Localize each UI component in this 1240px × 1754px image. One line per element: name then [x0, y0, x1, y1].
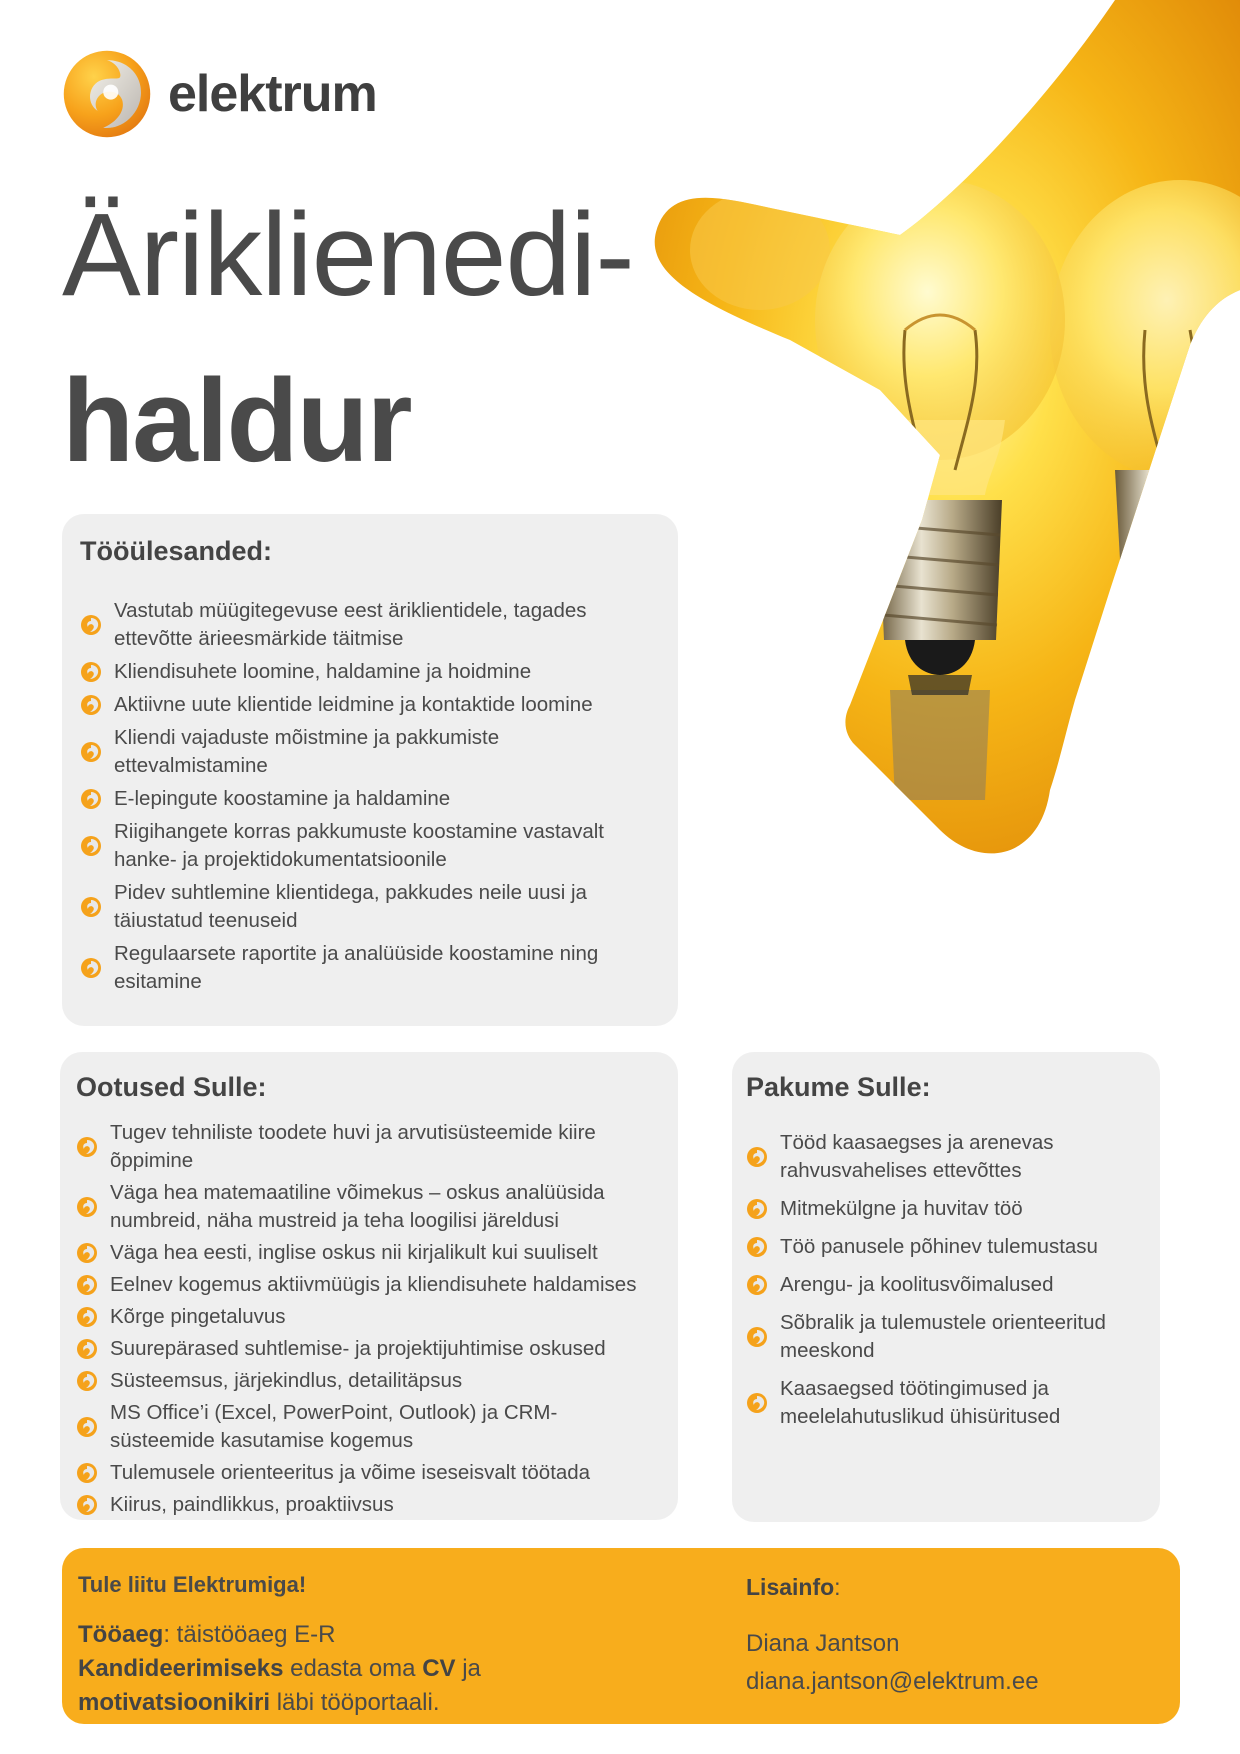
elektrum-logo-icon [76, 1338, 98, 1360]
tasks-heading: Tööülesanded: [80, 536, 273, 566]
elektrum-logo-icon [76, 1370, 98, 1392]
offer-card [732, 1052, 1160, 1522]
list-item: Suurepärased suhtlemise- ja projektijuhtimise oskused [76, 1335, 658, 1363]
list-item: Sõbralik ja tulemustele orienteeritud meeskond [746, 1309, 1140, 1365]
elektrum-logo-icon [76, 1306, 98, 1328]
elektrum-logo-icon [76, 1462, 98, 1484]
tasks-list [80, 597, 658, 996]
offer-heading: Pakume Sulle: [746, 1072, 931, 1102]
list-item: Eelnev kogemus aktiivmüügis ja kliendisuhete haldamises [76, 1271, 658, 1299]
elektrum-logo-icon [746, 1146, 768, 1168]
worktime-line [78, 1618, 718, 1652]
list-item: Riigihangete korras pakkumuste koostamine vastavalt hanke- ja projektidokumentatsioonile [80, 818, 658, 874]
offer-list [746, 1129, 1140, 1431]
list-item: Aktiivne uute klientide leidmine ja kontaktide loomine [80, 691, 658, 719]
worktime-value: : täistööaeg E-R [163, 1621, 336, 1648]
brand-logo [60, 46, 377, 142]
elektrum-logo-icon [746, 1274, 768, 1296]
contact-name: Diana Jantson [746, 1630, 900, 1657]
elektrum-logo-icon [80, 741, 102, 763]
letter-label: motivatsioonikiri [78, 1689, 271, 1716]
elektrum-logo-icon [746, 1326, 768, 1348]
tasks-card [62, 514, 678, 1026]
list-item: Kaasaegsed töötingimused ja meelelahutuslikud ühisüritused [746, 1375, 1140, 1431]
info-heading: Lisainfo: [746, 1574, 841, 1600]
list-item: Töö panusele põhinev tulemustasu [746, 1233, 1140, 1261]
cv-label: CV [422, 1655, 456, 1682]
elektrum-logo-icon [76, 1242, 98, 1264]
elektrum-logo-icon [80, 661, 102, 683]
expectations-card [60, 1052, 678, 1520]
elektrum-logo-icon [76, 1274, 98, 1296]
list-item: MS Office’i (Excel, PowerPoint, Outlook) ja CRM-süsteemide kasutamise kogemus [76, 1399, 658, 1455]
list-item: Tööd kaasaegses ja arenevas rahvusvahelises ettevõttes [746, 1129, 1140, 1185]
contact-email[interactable]: diana.jantson@elektrum.ee [746, 1668, 1039, 1695]
list-item: E-lepingute koostamine ja haldamine [80, 785, 658, 813]
apply-info [78, 1572, 718, 1720]
list-item: Tugev tehniliste toodete huvi ja arvutisüsteemide kiire õppimine [76, 1119, 658, 1175]
list-item: Väga hea matemaatiline võimekus – oskus analüüsida numbreid, näha mustreid ja teha loogilisi järeldusi [76, 1179, 658, 1235]
expectations-list [76, 1119, 658, 1519]
list-item: Mitmekülgne ja huvitav töö [746, 1195, 1140, 1223]
list-item: Kõrge pingetaluvus [76, 1303, 658, 1331]
list-item: Arengu- ja koolitusvõimalused [746, 1271, 1140, 1299]
elektrum-logo-icon [80, 957, 102, 979]
apply-label: Kandideerimiseks [78, 1655, 284, 1682]
list-item: Kiirus, paindlikkus, proaktiivsus [76, 1491, 658, 1519]
list-item: Tulemusele orienteeritus ja võime iseseisvalt töötada [76, 1459, 658, 1487]
elektrum-logo-icon [80, 788, 102, 810]
lightbulb-image [640, 0, 1240, 870]
list-item: Väga hea eesti, inglise oskus nii kirjalikult kui suuliselt [76, 1239, 658, 1267]
list-item: Kliendi vajaduste mõistmine ja pakkumiste ettevalmistamine [80, 724, 658, 780]
elektrum-logo-icon [80, 614, 102, 636]
brand-name: elektrum [168, 65, 377, 123]
list-item: Vastutab müügitegevuse eest äriklientidele, tagades ettevõtte ärieesmärkide täitmise [80, 597, 658, 653]
page-title-line1: Äriklienedi- [62, 189, 634, 321]
apply-line-2: motivatsioonikiri läbi tööportaali. [78, 1689, 440, 1716]
elektrum-logo-icon [76, 1136, 98, 1158]
elektrum-logo-icon [76, 1494, 98, 1516]
page-title-line2: haldur [62, 355, 411, 487]
apply-line: Kandideerimiseks edasta oma CV ja [78, 1655, 481, 1682]
elektrum-logo-icon [746, 1392, 768, 1414]
elektrum-logo-icon [80, 835, 102, 857]
worktime-label: Tööaeg [78, 1621, 164, 1648]
list-item: Regulaarsete raportite ja analüüside koostamine ning esitamine [80, 940, 658, 996]
apply-banner [62, 1548, 1180, 1724]
elektrum-logo-icon [746, 1236, 768, 1258]
list-item: Kliendisuhete loomine, haldamine ja hoidmine [80, 658, 658, 686]
elektrum-logo-icon [746, 1198, 768, 1220]
elektrum-logo-icon [76, 1416, 98, 1438]
elektrum-logo-icon [76, 1196, 98, 1218]
list-item: Süsteemsus, järjekindlus, detailitäpsus [76, 1367, 658, 1395]
list-item: Pidev suhtlemine klientidega, pakkudes neile uusi ja täiustatud teenuseid [80, 879, 658, 935]
contact-info [746, 1574, 1146, 1701]
elektrum-logo-icon [60, 46, 154, 142]
join-heading: Tule liitu Elektrumiga! [78, 1572, 307, 1597]
expectations-heading: Ootused Sulle: [76, 1072, 267, 1102]
elektrum-logo-icon [80, 694, 102, 716]
elektrum-logo-icon [80, 896, 102, 918]
